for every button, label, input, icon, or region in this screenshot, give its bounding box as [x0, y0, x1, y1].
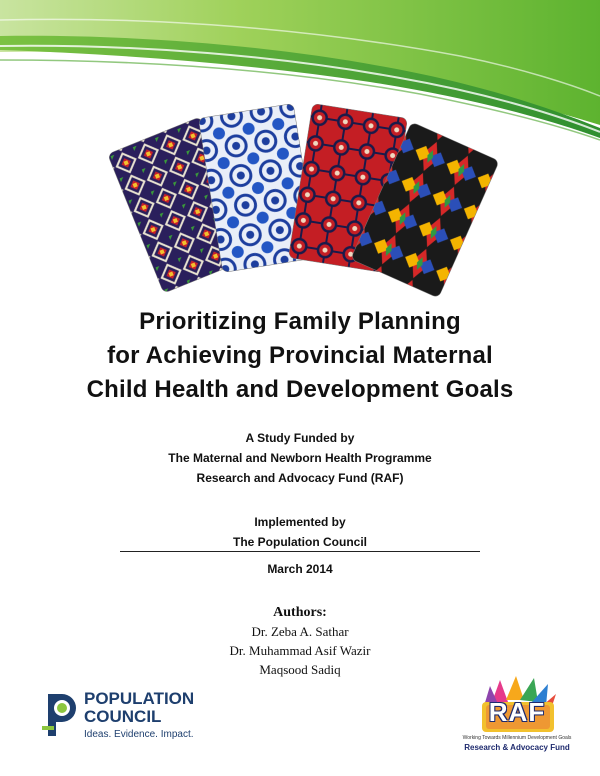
- divider-line: [120, 551, 480, 552]
- population-council-tagline: Ideas. Evidence. Impact.: [84, 729, 194, 740]
- title-line-2: for Achieving Provincial Maternal: [107, 342, 493, 369]
- title-line-1: Prioritizing Family Planning: [139, 308, 461, 335]
- funding-line-2: The Maternal and Newborn Health Programme: [168, 451, 432, 465]
- funding-line-3: Research and Advocacy Fund (RAF): [196, 471, 404, 485]
- funding-statement: [0, 428, 600, 488]
- implementing-organization: The Population Council: [233, 535, 367, 549]
- raf-subtitle: Working Towards Millennium Development Goals: [462, 735, 572, 741]
- raf-logo: [462, 672, 572, 758]
- population-council-logo: [40, 690, 200, 750]
- authors-block: [0, 603, 600, 679]
- implementation-statement: [0, 512, 600, 552]
- funding-line-1: A Study Funded by: [245, 431, 355, 445]
- date-text: March 2014: [267, 562, 333, 576]
- textile-pattern-cards: [0, 100, 600, 300]
- document-title: [0, 305, 600, 407]
- title-line-3: Child Health and Development Goals: [86, 376, 514, 403]
- raf-fund-name: Research & Advocacy Fund: [464, 743, 570, 752]
- implemented-by-label: Implemented by: [254, 515, 346, 529]
- population-council-mark-icon: [40, 690, 78, 740]
- logo-name-line-1: POPULATION: [84, 689, 195, 708]
- raf-letters: RAF: [488, 697, 546, 727]
- logo-name-line-2: COUNCIL: [84, 707, 162, 726]
- authors-heading: Authors:: [273, 605, 327, 620]
- publication-date: [0, 559, 600, 579]
- author-name: Dr. Muhammad Asif Wazir: [229, 643, 371, 658]
- population-council-name: [84, 690, 194, 726]
- author-name: Dr. Zeba A. Sathar: [251, 624, 349, 639]
- author-name: Maqsood Sadiq: [259, 662, 341, 677]
